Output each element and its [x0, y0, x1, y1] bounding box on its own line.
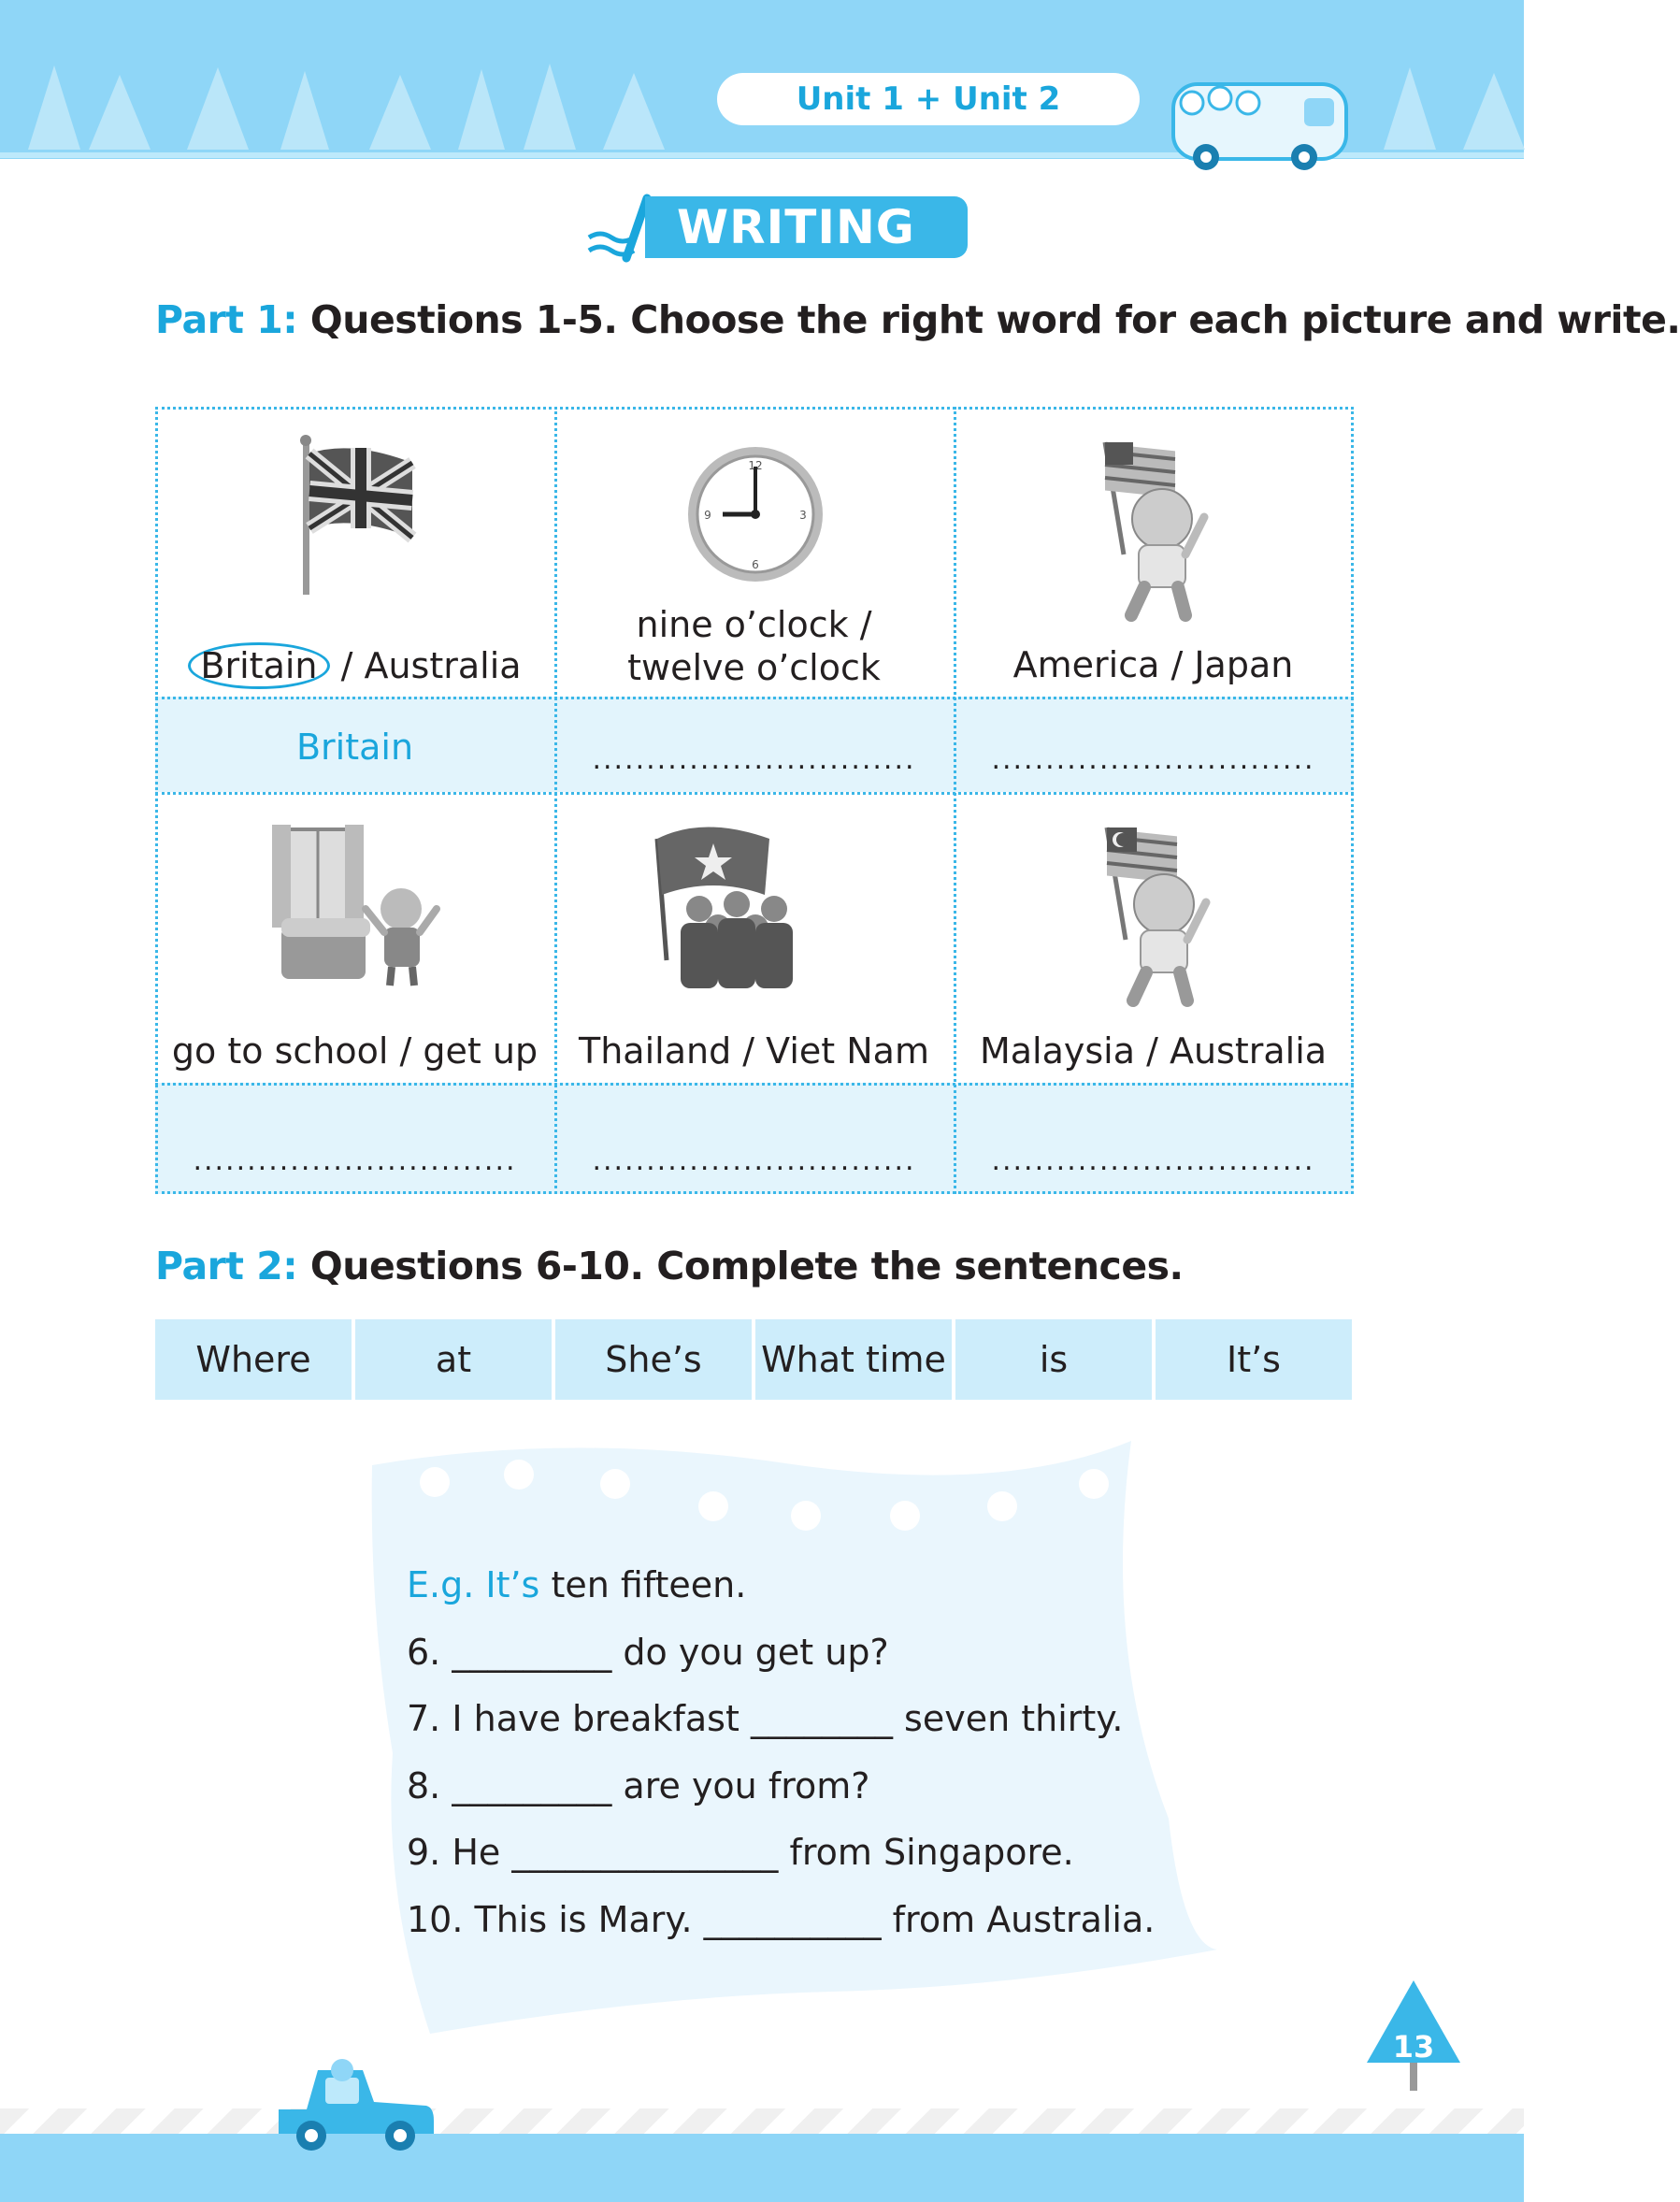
sentence-list	[407, 1552, 1155, 1953]
svg-text:3: 3	[799, 509, 807, 522]
part1-label: Part 1:	[155, 297, 298, 342]
word-bank-item: at	[355, 1319, 552, 1400]
word-bank-item: What time	[755, 1319, 952, 1400]
caption-2-line1: nine o’clock /	[636, 604, 872, 645]
picture-cell-4	[155, 792, 554, 1083]
answer-blank-5: ..............................	[592, 1144, 916, 1177]
example-rest: ten fifteen.	[539, 1564, 747, 1605]
word-bank	[155, 1319, 1352, 1400]
part1-heading	[155, 297, 1680, 342]
circled-answer: Britain	[188, 642, 329, 689]
caption-2	[554, 603, 954, 689]
clock-icon	[685, 444, 826, 584]
svg-text:9: 9	[704, 509, 711, 522]
word-bank-item: Where	[155, 1319, 352, 1400]
picture-cell-1	[155, 407, 554, 697]
example-sentence	[407, 1552, 1155, 1619]
page-number-tree	[1367, 1980, 1460, 2091]
britain-flag-icon	[295, 435, 426, 598]
answer-blank-3: ..............................	[991, 743, 1315, 776]
svg-text:12: 12	[748, 459, 763, 472]
part2-instruction: Questions 6-10. Complete the sentences.	[309, 1244, 1184, 1288]
answer-blank-4: ..............................	[193, 1144, 517, 1177]
answer-cell-3[interactable]	[954, 697, 1353, 792]
sentence-10[interactable]: 10. This is Mary. __________ from Australia.	[407, 1898, 1156, 1940]
boy-getting-up-icon	[272, 825, 440, 988]
footer-stripe	[0, 2108, 1524, 2134]
boy-with-malaysia-flag-icon	[1094, 818, 1215, 1010]
caption-1-rest: / Australia	[340, 645, 522, 686]
answer-cell-6[interactable]	[954, 1083, 1353, 1194]
word-bank-item: It’s	[1156, 1319, 1352, 1400]
unit-label: Unit 1 + Unit 2	[717, 73, 1140, 125]
sentence-7[interactable]: 7. I have breakfast ________ seven thirty.	[407, 1698, 1124, 1739]
caption-4: go to school / get up	[171, 1030, 538, 1072]
caption-3: America / Japan	[1012, 644, 1294, 685]
picture-grid	[155, 407, 1354, 1194]
sentence-8[interactable]: 8. _________ are you from?	[407, 1764, 870, 1806]
picture-cell-5	[554, 792, 954, 1083]
answer-cell-4[interactable]	[155, 1083, 554, 1194]
word-bank-item: is	[955, 1319, 1152, 1400]
sentence-6[interactable]: 6. _________ do you get up?	[407, 1631, 889, 1673]
people-with-flag-icon	[648, 820, 816, 993]
answer-cell-1	[155, 697, 554, 792]
caption-1	[155, 642, 554, 689]
answer-blank-2: ..............................	[592, 743, 916, 776]
part1-instruction: Questions 1-5. Choose the right word for each picture and write.	[309, 297, 1680, 342]
car-icon	[269, 2053, 438, 2154]
picture-cell-3	[954, 407, 1353, 697]
page-number: 13	[1392, 2029, 1435, 2065]
part2-label: Part 2:	[155, 1244, 298, 1288]
picture-cell-6	[954, 792, 1353, 1083]
caption-5: Thailand / Viet Nam	[579, 1030, 929, 1072]
caption-6: Malaysia / Australia	[979, 1030, 1328, 1072]
footer-band	[0, 2134, 1524, 2202]
caption-2-line2: twelve o’clock	[627, 647, 881, 688]
bus-icon	[1164, 51, 1360, 178]
example-answer: Britain	[295, 727, 414, 768]
picture-cell-2	[554, 407, 954, 697]
answer-cell-5[interactable]	[554, 1083, 954, 1194]
word-bank-item: She’s	[555, 1319, 752, 1400]
sentence-9[interactable]: 9. He _______________ from Singapore.	[407, 1832, 1074, 1873]
answer-cell-2[interactable]	[554, 697, 954, 792]
answer-blank-6: ..............................	[991, 1144, 1315, 1177]
boy-with-us-flag-icon	[1092, 433, 1213, 625]
example-label: E.g. It’s	[407, 1564, 540, 1605]
svg-text:6: 6	[752, 558, 759, 571]
section-title: WRITING	[645, 196, 968, 258]
part2-heading	[155, 1244, 1184, 1288]
